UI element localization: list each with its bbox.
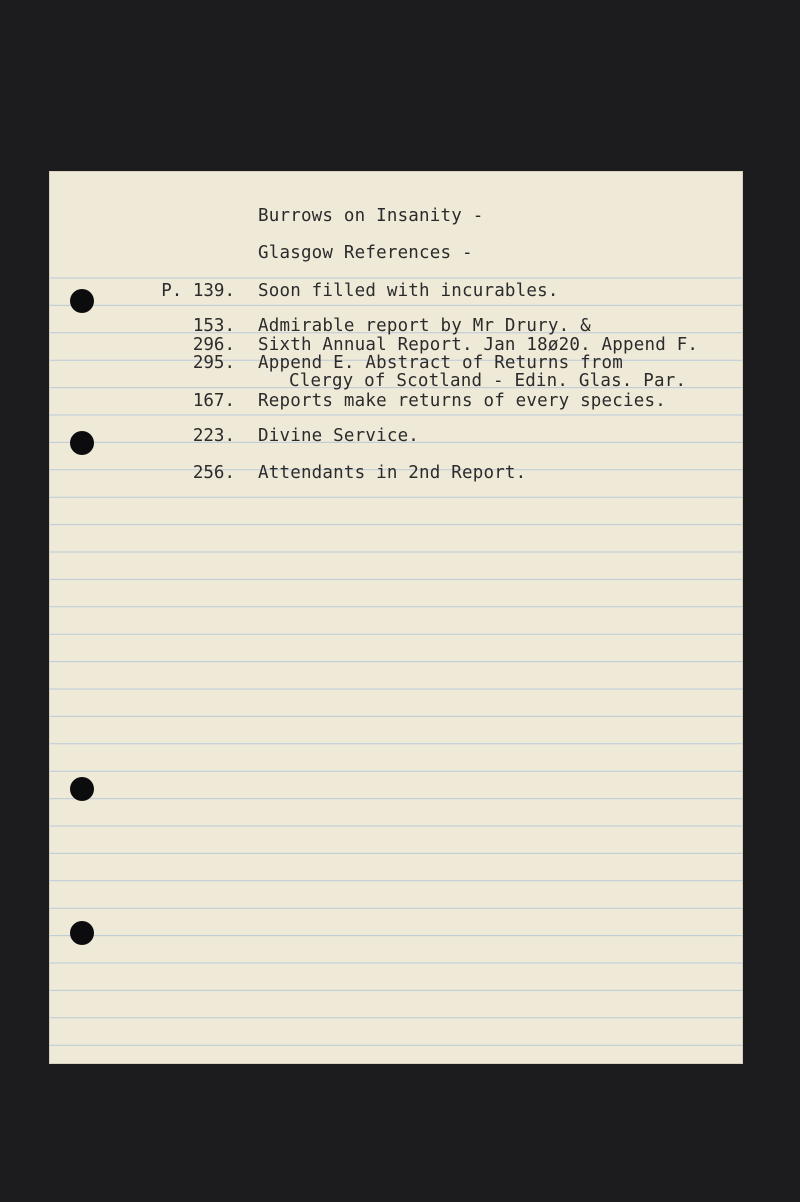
heading-title: Burrows on Insanity -	[258, 206, 484, 226]
entry-text: Soon filled with incurables.	[258, 281, 559, 301]
page-reference: 223.	[192, 426, 235, 446]
punch-hole	[70, 777, 94, 801]
ruled-lines	[49, 171, 743, 1064]
page-reference: 296.	[192, 335, 235, 355]
heading-subtitle: Glasgow References -	[258, 243, 473, 263]
punch-hole	[70, 921, 94, 945]
page-reference: 167.	[192, 391, 235, 411]
punch-hole	[70, 431, 94, 455]
page-reference: P. 139.	[161, 281, 235, 301]
entry-text: Append E. Abstract of Returns from	[258, 353, 624, 373]
entry-text: Reports make returns of every species.	[258, 391, 666, 411]
entry-text: Sixth Annual Report. Jan 18ø20. Append F.	[258, 335, 699, 355]
page-reference: 256.	[192, 463, 235, 483]
punch-hole	[70, 289, 94, 313]
entry-text-continuation: Clergy of Scotland - Edin. Glas. Par.	[289, 371, 687, 391]
page-reference: 295.	[192, 353, 235, 373]
entry-text: Attendants in 2nd Report.	[258, 463, 527, 483]
entry-text: Admirable report by Mr Drury. &	[258, 316, 591, 336]
entry-text: Divine Service.	[258, 426, 420, 446]
page-reference: 153.	[192, 316, 235, 336]
lined-paper-sheet	[49, 171, 743, 1064]
